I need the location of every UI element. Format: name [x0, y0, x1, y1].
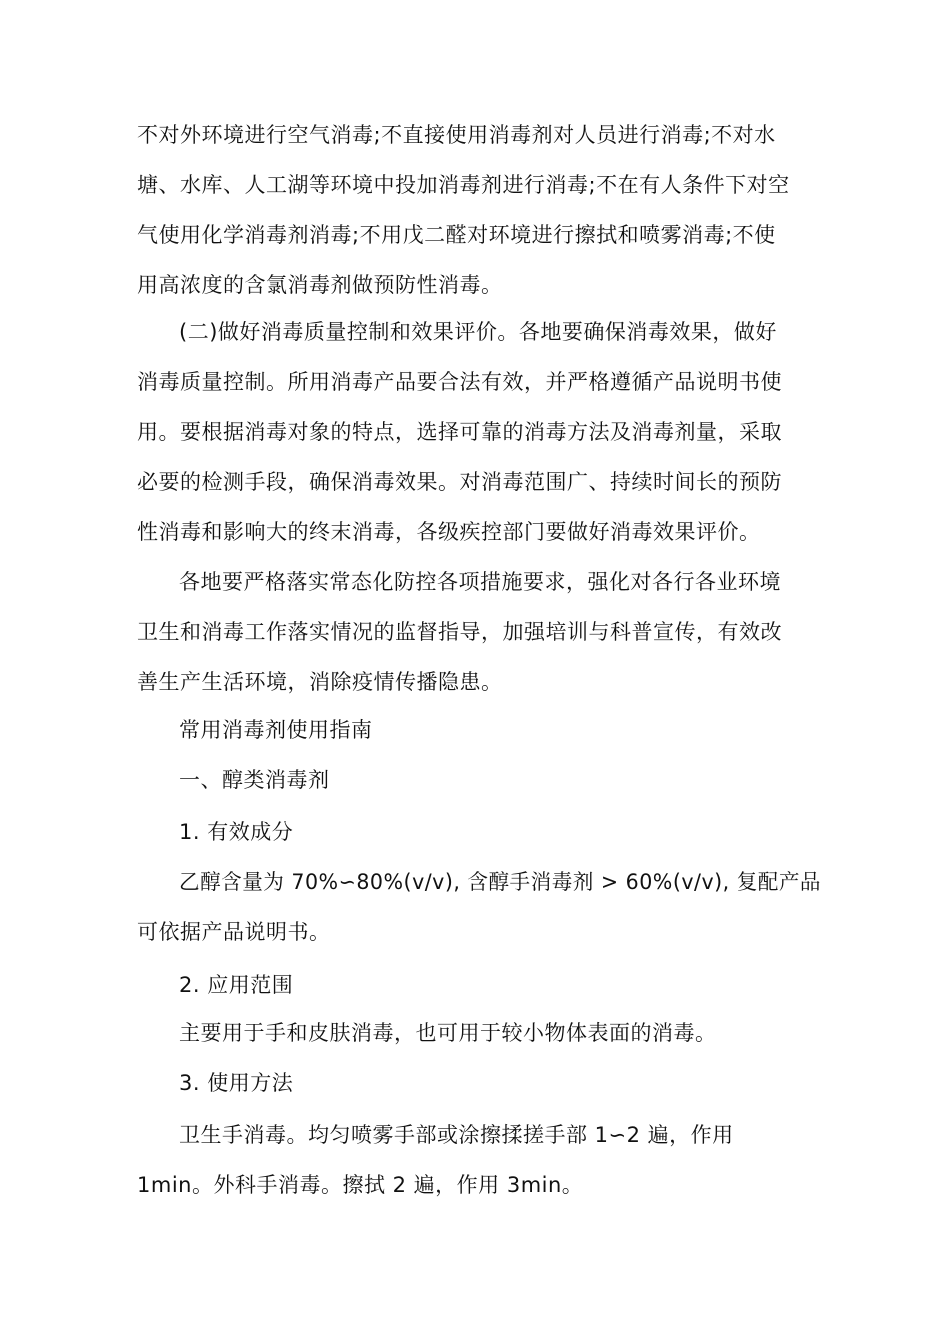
text-line: 卫生和消毒工作落实情况的监督指导，加强培训与科普宣传，有效改 — [137, 620, 782, 644]
item-body — [137, 857, 821, 957]
text-line: 善生产生活环境，消除疫情传播隐患。 — [137, 670, 503, 694]
text-line: 主要用于手和皮肤消毒，也可用于较小物体表面的消毒。 — [179, 1021, 717, 1045]
item-heading — [137, 960, 821, 1010]
text-line: 消毒质量控制。所用消毒产品要合法有效，并严格遵循产品说明书使 — [137, 370, 782, 394]
text-line: 可依据产品说明书。 — [137, 920, 331, 944]
item-body — [137, 1110, 821, 1210]
section-title-text: 一、醇类消毒剂 — [179, 768, 330, 792]
text-line: 1min。外科手消毒。擦拭 2 遍，作用 3min。 — [137, 1173, 584, 1197]
text-line: 各地要严格落实常态化防控各项措施要求，强化对各行各业环境 — [179, 570, 781, 594]
text-line: 乙醇含量为 70%∽80%(v/v), 含醇手消毒剂 > 60%(v/v), 复配产品 — [179, 870, 821, 894]
text-line: 塘、水库、人工湖等环境中投加消毒剂进行消毒;不在有人条件下对空 — [137, 173, 790, 197]
item-heading-text: 3. 使用方法 — [179, 1071, 294, 1095]
text-line: 卫生手消毒。均匀喷雾手部或涂擦揉搓手部 1∽2 遍，作用 — [179, 1123, 734, 1147]
text-line: (二)做好消毒质量控制和效果评价。各地要确保消毒效果，做好 — [179, 320, 777, 344]
text-line: 性消毒和影响大的终末消毒，各级疾控部门要做好消毒效果评价。 — [137, 520, 761, 544]
item-heading-text: 1. 有效成分 — [179, 820, 294, 844]
item-heading — [137, 1058, 821, 1108]
item-heading — [137, 807, 821, 857]
text-line: 不对外环境进行空气消毒;不直接使用消毒剂对人员进行消毒;不对水 — [137, 123, 776, 147]
section-title — [137, 755, 821, 805]
guide-title-text: 常用消毒剂使用指南 — [179, 718, 373, 742]
text-line: 必要的检测手段，确保消毒效果。对消毒范围广、持续时间长的预防 — [137, 470, 782, 494]
paragraph-quality-control — [137, 307, 821, 557]
item-heading-text: 2. 应用范围 — [179, 973, 294, 997]
text-line: 用高浓度的含氯消毒剂做预防性消毒。 — [137, 273, 503, 297]
paragraph-continuation — [137, 110, 821, 310]
guide-title — [137, 705, 821, 755]
text-line: 用。要根据消毒对象的特点，选择可靠的消毒方法及消毒剂量，采取 — [137, 420, 782, 444]
item-body — [137, 1008, 821, 1058]
paragraph-requirements — [137, 557, 821, 707]
text-line: 气使用化学消毒剂消毒;不用戊二醛对环境进行擦拭和喷雾消毒;不使 — [137, 223, 776, 247]
